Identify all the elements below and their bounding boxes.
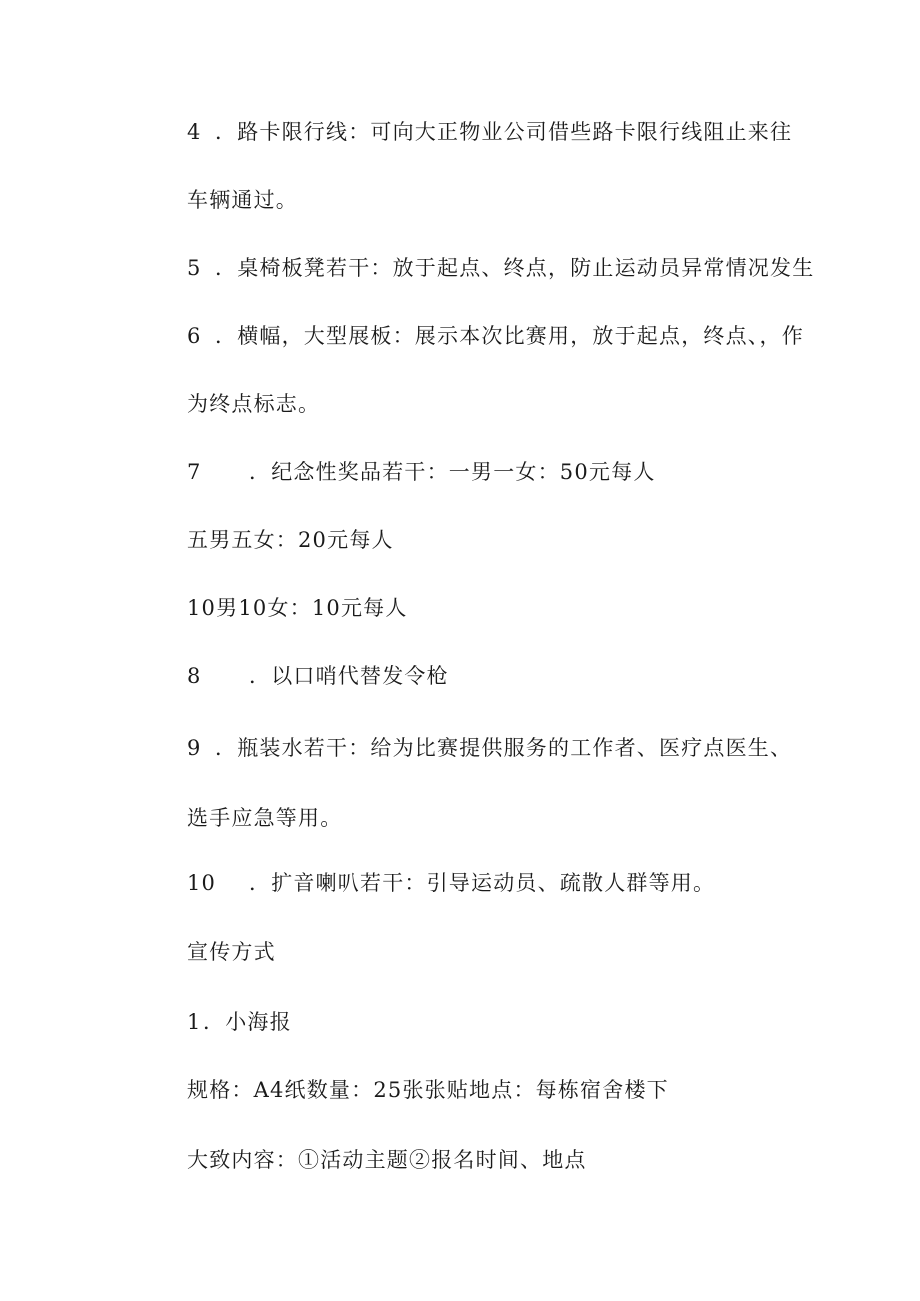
list-item-5	[187, 254, 814, 282]
item-number: 1	[187, 1010, 202, 1034]
prize-tier-line	[187, 594, 408, 622]
item-text: ．瓶装水若干：给为比赛提供服务的工作者、医疗点医生、	[215, 736, 793, 760]
item-number: 7	[187, 460, 202, 484]
item-number: 4	[187, 120, 202, 144]
item-text: ．路卡限行线：可向大正物业公司借些路卡限行线阻止来往	[215, 120, 793, 144]
item-text: ．扩音喇叭若干：引导运动员、疏散人群等用。	[249, 871, 716, 895]
item-number: 5	[187, 256, 202, 280]
item-number: 8	[187, 664, 202, 688]
item-text: ．横幅，大型展板：展示本次比赛用，放于起点，终点、，作	[215, 324, 804, 348]
list-item-6	[187, 322, 804, 350]
item-text: 为终点标志。	[187, 392, 321, 416]
list-item-8	[187, 662, 449, 690]
list-item-4	[187, 118, 792, 146]
list-item-7	[187, 458, 656, 486]
item-number: 9	[187, 736, 202, 760]
item-text: 车辆通过。	[187, 188, 298, 212]
item-text: ．桌椅板凳若干：放于起点、终点，防止运动员异常情况发生	[215, 256, 815, 280]
item-text: ．小海报	[203, 1010, 292, 1034]
list-item-4-continuation	[187, 186, 298, 214]
item-text: 宣传方式	[187, 940, 276, 964]
section-heading	[187, 938, 276, 966]
item-text: 规格：A4纸数量：25张张贴地点：每栋宿舍楼下	[187, 1078, 669, 1102]
item-text: 大致内容：①活动主题②报名时间、地点	[187, 1148, 587, 1172]
list-item-6-continuation	[187, 390, 320, 418]
item-number: 10	[187, 871, 217, 895]
item-text: ．以口哨代替发令枪	[249, 664, 449, 688]
list-item-9	[187, 734, 792, 762]
prize-tier-line	[187, 526, 394, 554]
item-number: 6	[187, 324, 202, 348]
poster-spec-line	[187, 1076, 669, 1104]
list-item-10	[187, 869, 715, 897]
item-text: 五男五女：20元每人	[187, 528, 394, 552]
poster-content-line	[187, 1146, 587, 1174]
item-text: 选手应急等用。	[187, 806, 343, 830]
item-text: 10男10女：10元每人	[187, 596, 408, 620]
item-text: ．纪念性奖品若干：一男一女：50元每人	[249, 460, 656, 484]
list-item-1	[187, 1008, 292, 1036]
list-item-9-continuation	[187, 804, 342, 832]
